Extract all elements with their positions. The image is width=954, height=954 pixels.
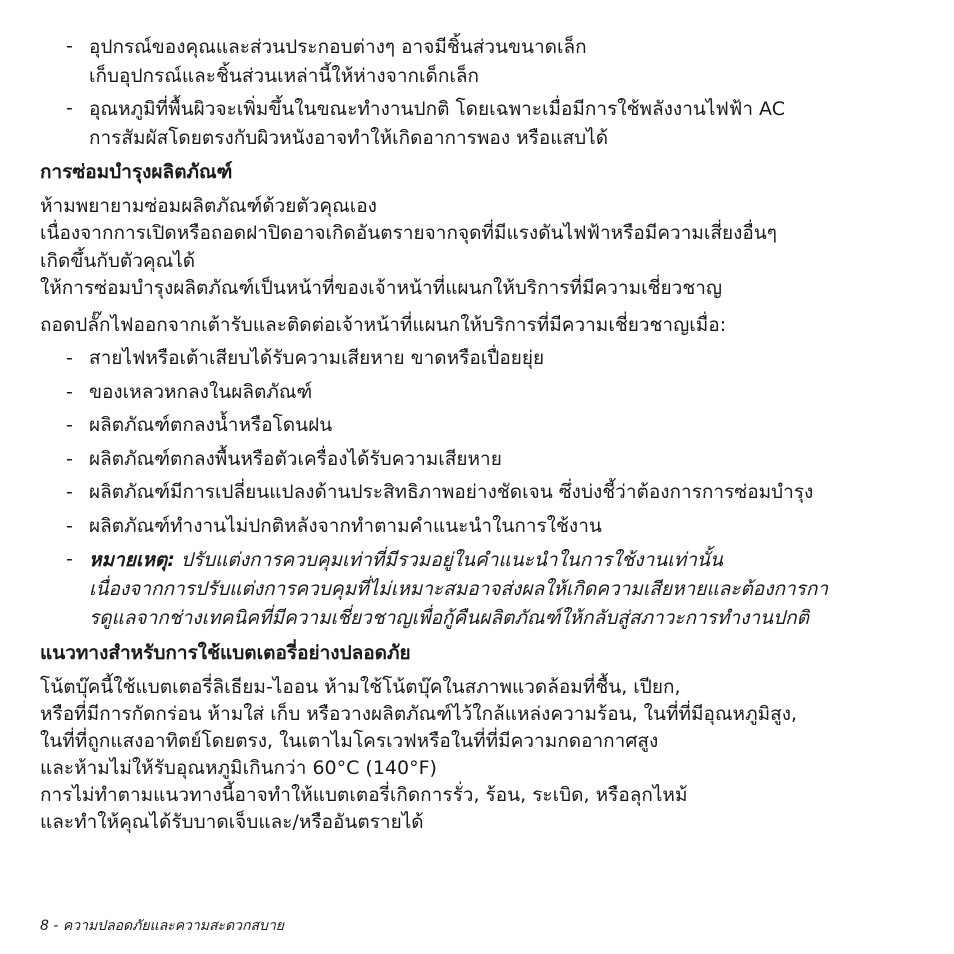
section-heading-battery: แนวทางสำหรับการใช้แบตเตอรี่อย่างปลอดภัย — [40, 642, 411, 664]
bullet-dash: - — [66, 381, 73, 403]
list-item — [66, 95, 926, 153]
bullet-text: ของเหลวหกลงในผลิตภัณฑ์ — [89, 381, 313, 403]
bullet-dash: - — [66, 347, 73, 369]
bullet-text: ผลิตภัณฑ์ทำงานไม่ปกติหลังจากทำตามคำแนะนำในการใช้งาน — [89, 515, 602, 537]
note-block — [66, 546, 926, 633]
bullet-text: ผลิตภัณฑ์ตกลงพื้นหรือตัวเครื่องได้รับความเสียหาย — [89, 448, 502, 470]
bullet-dash: - — [66, 515, 73, 537]
list-item — [66, 33, 926, 91]
bullet-text: สายไฟหรือเต้าเสียบได้รับความเสียหาย ขาดหรือเปื่อยยุ่ย — [89, 347, 545, 369]
bullet-text: ผลิตภัณฑ์มีการเปลี่ยนแปลงด้านประสิทธิภาพอย่างชัดเจน ซึ่งบ่งชี้ว่าต้องการการซ่อมบำรุง — [89, 481, 814, 503]
bullet-dash: - — [66, 97, 73, 119]
maintenance-intro: ห้ามพยายามซ่อมผลิตภัณฑ์ด้วยตัวคุณเอง เนื่องจากการเปิดหรือถอดฝาปิดอาจเกิดอันตรายจากจุดที่มีแรงดันไฟฟ้าหรือมีความเสี่ยงอื่นๆ เกิดขึ้นกับตัวคุณได้ ให้การซ่อมบำรุงผลิตภัณฑ์เป็นหน้าที่ของเจ้าหน้าที่แผนกให้บริการที่มีความเชี่ยวชาญ — [40, 195, 777, 300]
list-item — [66, 345, 926, 372]
bullet-dash: - — [66, 448, 73, 470]
bullet-text: อุปกรณ์ของคุณและส่วนประกอบต่างๆ อาจมีชิ้นส่วนขนาดเล็ก เก็บอุปกรณ์และชิ้นส่วนเหล่านี้ให้ห่างจากเด็กเล็ก — [89, 36, 587, 87]
section-heading-maintenance: การซ่อมบำรุงผลิตภัณฑ์ — [40, 161, 233, 183]
battery-text: โน้ตบุ๊คนี้ใช้แบตเตอรี่ลิเธียม-ไออน ห้ามใช้โน้ตบุ๊คในสภาพแวดล้อมที่ชื้น, เปียก, หรือที่มีการกัดกร่อน ห้ามใส่ เก็บ หรือวางผลิตภัณฑ์ไว้ใกล้แหล่งความร้อน, ในที่ที่มีอุณหภูมิสูง, ในที่ที่ถูกแสงอาทิตย์โดยตรง, ในเตาไมโครเวฟหรือในที่ที่มีความกดอากาศสูง และห้ามไม่ให้รับอุณหภูมิเกินกว่า 60°C (140°F) การไม่ทำตามแนวทางนี้อาจทำให้แบตเตอรี่เกิดการรั่ว, ร้อน, ระเบิด, หรือลุกไหม้ และทำให้คุณได้รับบาดเจ็บและ/หรืออันตรายได้ — [40, 676, 798, 833]
list-item — [66, 479, 926, 506]
bullet-dash: - — [66, 414, 73, 436]
page-footer: 8 - ความปลอดภัยและความสะดวกสบาย — [40, 918, 285, 934]
bullet-text: ผลิตภัณฑ์ตกลงน้ำหรือโดนฝน — [89, 414, 333, 436]
list-item — [66, 446, 926, 473]
bullet-dash: - — [66, 548, 73, 570]
list-item — [66, 412, 926, 439]
list-item — [66, 513, 926, 540]
note-label: หมายเหตุ: — [89, 549, 175, 571]
maintenance-lead: ถอดปลั๊กไฟออกจากเต้ารับและติดต่อเจ้าหน้าที่แผนกให้บริการที่มีความเชี่ยวชาญเมื่อ: — [40, 314, 727, 336]
list-item — [66, 379, 926, 406]
bullet-text: อุณหภูมิที่พื้นผิวจะเพิ่มขึ้นในขณะทำงานปกติ โดยเฉพาะเมื่อมีการใช้พลังงานไฟฟ้า AC การสัมผัสโดยตรงกับผิวหนังอาจทำให้เกิดอาการพอง หรือแสบได้ — [89, 98, 785, 149]
bullet-dash: - — [66, 35, 73, 57]
bullet-dash: - — [66, 481, 73, 503]
note-text: หมายเหตุ: ปรับแต่งการควบคุมเท่าที่มีรวมอยู่ในคำแนะนำในการใช้งานเท่านั้น เนื่องจากการปรับแต่งการควบคุมที่ไม่เหมาะสมอาจส่งผลให้เกิดความเสียหายและต้องการกา รดูแลจากช่างเทคนิคที่มีความเชี่ยวชาญเพื่อกู้คืนผลิตภัณฑ์ให้กลับสู่สภาวะการทำงานปกติ — [89, 549, 829, 629]
